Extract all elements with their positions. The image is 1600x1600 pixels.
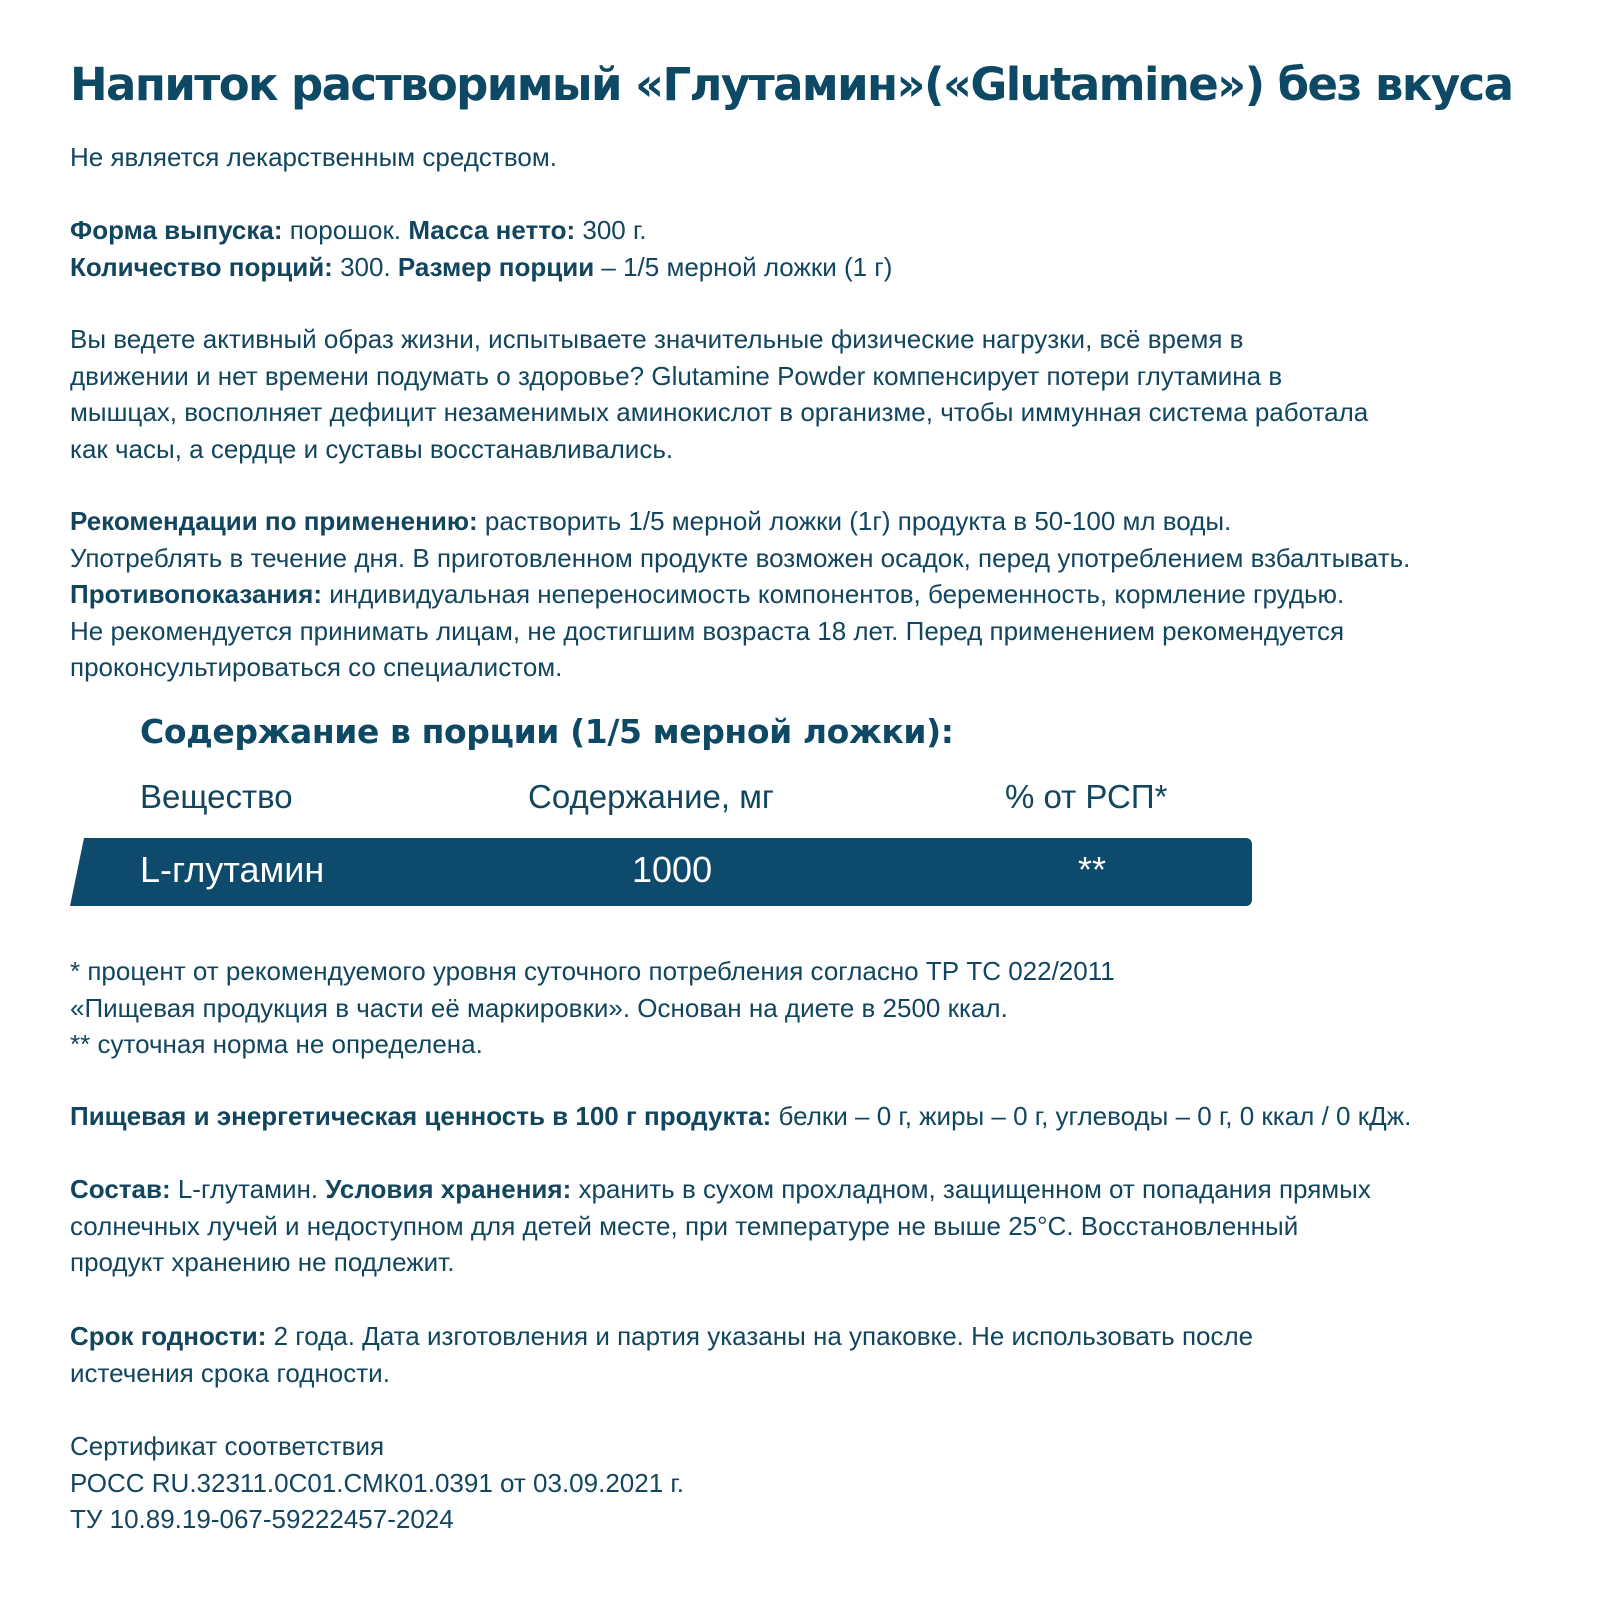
serving-size-value: – 1/5 мерной ложки (1 г) — [594, 251, 893, 282]
composition-label: Состав: — [70, 1174, 171, 1204]
form-value: порошок. — [282, 215, 409, 245]
certificate-section — [70, 1428, 1550, 1538]
storage-text: хранить в сухом прохладном, защищенном от попадания прямых — [571, 1174, 1371, 1204]
composition-section — [70, 1171, 1550, 1281]
nutrition-label: Пищевая и энергетическая ценность в 100 г продукта: — [70, 1101, 772, 1131]
mass-value: 300 г. — [575, 215, 647, 245]
column-header-content: Содержание, мг — [528, 778, 774, 815]
servings-value: 300. — [332, 251, 398, 282]
servings-label: Количество порций: — [70, 251, 333, 282]
form-section — [70, 212, 1550, 285]
description-line: как часы, а сердце и суставы восстанавливались. — [70, 433, 674, 464]
description — [70, 321, 1550, 467]
contra-line: проконсультироваться со специалистом. — [70, 652, 563, 682]
servings-line — [70, 249, 1550, 286]
contra-line — [70, 576, 1550, 613]
footnote: «Пищевая продукция в части её маркировки». Основан на диете в 2500 ккал. — [70, 992, 1008, 1023]
contra-line: Не рекомендуется принимать лицам, не достигшим возраста 18 лет. Перед применением рекомендуется — [70, 615, 1345, 646]
footnotes — [70, 953, 1550, 1063]
usage-section — [70, 503, 1550, 686]
product-title: Напиток растворимый «Глутамин»(«Glutamine») без вкуса — [70, 58, 1513, 111]
description-line: Вы ведете активный образ жизни, испытываете значительные физические нагрузки, всё время в — [70, 324, 1244, 354]
usage-text: растворить 1/5 мерной ложки (1г) продукта в 50-100 мл воды. — [477, 506, 1232, 536]
serving-size-label: Размер порции — [397, 251, 595, 282]
usage-line — [70, 503, 1550, 540]
cell-substance: L-глутамин — [140, 849, 325, 890]
form-line — [70, 212, 1550, 249]
nutrition-section — [70, 1098, 1550, 1135]
form-label: Форма выпуска: — [70, 215, 283, 245]
footnote: * процент от рекомендуемого уровня суточного потребления согласно ТР ТС 022/2011 — [70, 956, 1115, 986]
usage-line: Употреблять в течение дня. В приготовленном продукте возможен осадок, перед употреблением взбалтывать. — [70, 542, 1411, 573]
cell-rsp: ** — [1078, 849, 1107, 890]
shelf-life-text: 2 года. Дата изготовления и партия указаны на упаковке. Не использовать после — [266, 1321, 1254, 1351]
contra-label: Противопоказания: — [70, 579, 322, 609]
tech-spec-number: ТУ 10.89.19-067-59222457-2024 — [70, 1504, 454, 1534]
disclaimer: Не является лекарственным средством. — [70, 142, 557, 172]
cell-content: 1000 — [632, 849, 713, 890]
certificate-number: РОСС RU.32311.0С01.СМК01.0391 от 03.09.2021 г. — [70, 1467, 684, 1498]
shelf-life-label: Срок годности: — [70, 1321, 267, 1351]
shelf-life-line: истечения срока годности. — [70, 1357, 390, 1388]
storage-line: солнечных лучей и недоступном для детей месте, при температуре не выше 25°С. Восстановленный — [70, 1210, 1299, 1241]
column-header-rsp: % от РСП* — [1005, 778, 1168, 815]
usage-label: Рекомендации по применению: — [70, 506, 478, 536]
shelf-life-section — [70, 1318, 1550, 1391]
description-line: движении и нет времени подумать о здоровье? Glutamine Powder компенсирует потери глутамина в — [70, 360, 1283, 391]
nutrition-value: белки – 0 г, жиры – 0 г, углеводы – 0 г, 0 ккал / 0 кДж. — [771, 1101, 1412, 1131]
certificate-title: Сертификат соответствия — [70, 1431, 385, 1461]
footnote: ** суточная норма не определена. — [70, 1029, 483, 1059]
contra-text: индивидуальная непереносимость компонентов, беременность, кормление грудью. — [321, 579, 1345, 609]
composition-value: L-глутамин. — [170, 1174, 326, 1204]
column-header-substance: Вещество — [140, 778, 293, 815]
table-title: Содержание в порции (1/5 мерной ложки): — [140, 712, 954, 751]
mass-label: Масса нетто: — [408, 215, 576, 245]
storage-line: продукт хранению не подлежит. — [70, 1247, 455, 1277]
storage-label: Условия хранения: — [325, 1174, 572, 1204]
description-line: мышцах, восполняет дефицит незаменимых аминокислот в организме, чтобы иммунная система работала — [70, 397, 1369, 427]
